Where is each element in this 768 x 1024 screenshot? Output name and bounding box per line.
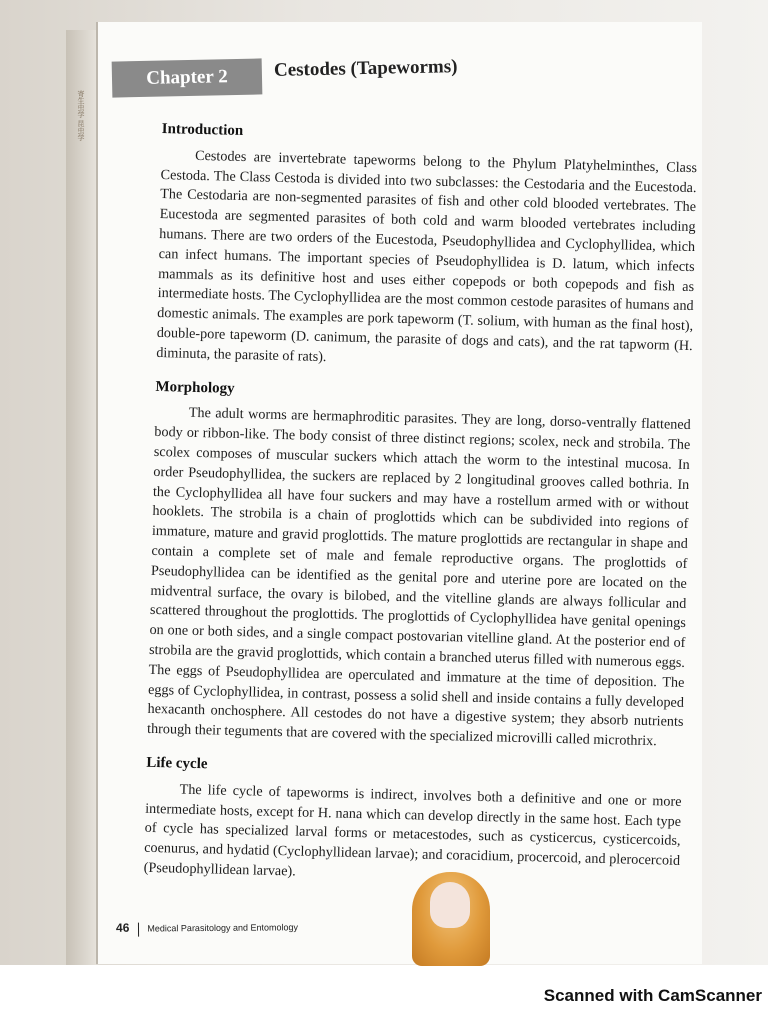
page-number: 46 bbox=[115, 920, 130, 935]
chapter-label: Chapter 2 bbox=[112, 58, 263, 97]
body-text bbox=[143, 120, 698, 906]
section-life-cycle bbox=[143, 754, 682, 892]
book-title: Medical Parasitology and Entomology bbox=[147, 922, 299, 934]
footer-divider bbox=[138, 922, 139, 936]
chapter-title: Cestodes (Tapeworms) bbox=[273, 56, 458, 81]
section-heading: Life cycle bbox=[146, 754, 208, 773]
book-page bbox=[96, 22, 702, 964]
section-introduction bbox=[156, 120, 698, 377]
section-heading: Introduction bbox=[161, 120, 244, 139]
section-heading: Morphology bbox=[155, 378, 235, 397]
book-spine bbox=[66, 30, 96, 965]
paragraph: The life cycle of tapeworms is indirect, involves both a definitive and one or more intermediate hosts, except for H. nana which can develop directly in the same host. Each type of cycle has specialized larval forms or metacestodes, such as cysticercus, cysticercoids, coenurus, and hydatid (Cyclophyllidean larvae); and coracidium, procercoid, and plerocercoid (Pseudophyllidean larvae). bbox=[143, 781, 682, 880]
spine-text: 寄生虫学 昆虫学 bbox=[77, 90, 85, 141]
paragraph: The adult worms are hermaphroditic parasites. They are long, dorso-ventrally flattened body or ribbon-like. The body consist of three distinct regions; scolex, neck and strobila. The scolex composes of muscular suckers which attach the worm to the intestinal mucosa. In order Pseudophyllidea, the suckers are replaced by 2 longitudinal grooves called bothria. In the Cyclophyllidea all have four suckers and may have a rostellum armed with or without hooklets. The strobila is a chain of proglottids which can be subdivided into regions of immature, mature and gravid proglottids. The mature proglottids are rectangular in shape and contain a complete set of male and female reproductive organs. The proglottids of Pseudophyllidea can be identified as the genital pore and uterine pore are located on the midventral surface, the ovary is bilobed, and the vitelline glands are always follicular and scattered throughout the proglottids. The proglottids of Cyclophyllidea have genital openings on one or both sides, and a single compact postovarian vitelline gland. At the posterior end of strobila are the gravid proglottids, which contain a branched uterus filled with numerous eggs. The eggs of Pseudophyllidea are operculated and immature at the time of deposition. The eggs of Cyclophyllidea, in contrast, possess a solid shell and inside contains a fully developed hexacanth onchosphere. All cestodes do not have a digestive system; they absorb nutrients through their teguments that are covered with the specialized microvilli called microthrix. bbox=[146, 405, 691, 750]
thumbnail-nail bbox=[430, 882, 470, 928]
page-footer bbox=[116, 919, 298, 936]
paragraph: Cestodes are invertebrate tapeworms belong to the Phylum Platyhelminthes, Class Cestoda. The Class Cestoda is divided into two subclasses: the Cestodaria and the Eucestoda. The Cestodaria are non-segmented parasites of fish and other cold blooded vertebrates. The Eucestoda are segmented parasites of both cold and warm blooded vertebrates including humans. There are two orders of the Eucestoda, Pseudophyllidea and Cyclophyllidea, which can infect humans. The important species of Pseudophyllidea is D. latum, which infects mammals as its definitive host and uses either copepods or both copepods and fish as intermediate hosts. The Cyclophyllidea are the most common cestode parasites of humans and domestic animals. The examples are pork tapeworm (T. solium, with human as the final host), double-pore tapeworm (D. canimum, the parasite of dogs and cats), and the rat tapworm (H. diminuta, the parasite of rats). bbox=[156, 147, 698, 365]
section-morphology bbox=[147, 377, 692, 752]
scan-watermark: Scanned with CamScanner bbox=[543, 986, 762, 1005]
